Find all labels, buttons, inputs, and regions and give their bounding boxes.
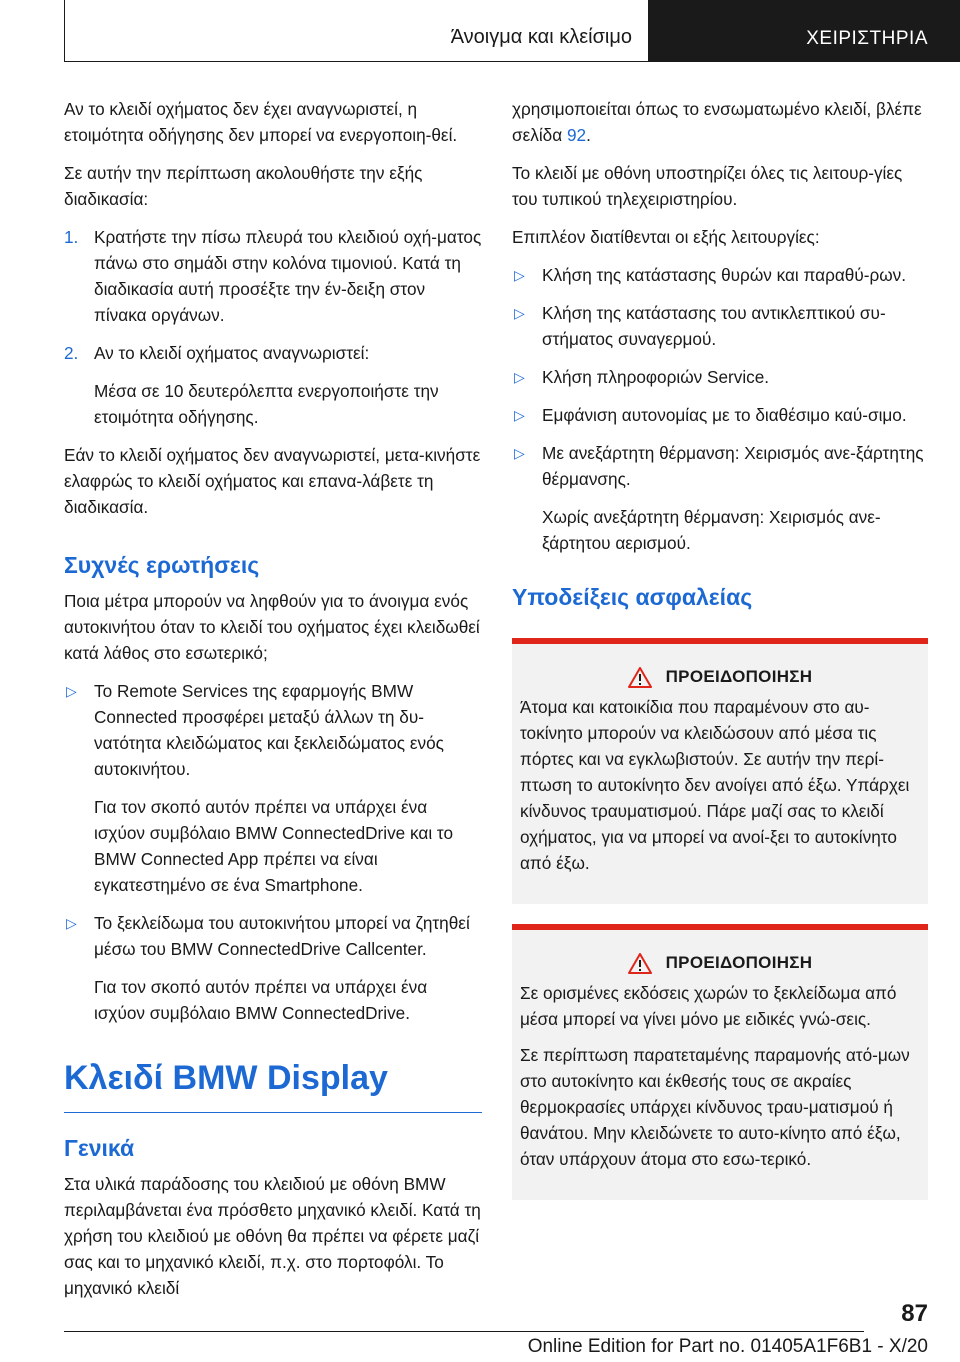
- list-item-text: Εμφάνιση αυτονομίας με το διαθέσιμο καύ-σιμο.: [542, 405, 907, 425]
- list-item-text: Κλήση της κατάστασης του αντικλεπτικού συ-στήματος συναγερμού.: [542, 303, 886, 349]
- warning-text: Άτομα και κατοικίδια που παραμένουν στο αυ-τοκίνητο μπορούν να κλειδώσουν από μέσα τις πόρτες και να εγκλωβιστούν. Σε αυτήν την περί-πτωση το αυτοκίνητο δεν ανοίγει από έξω. Υπάρχει κίνδυνος τραυματισμού. Πάρε μαζί σας το κλειδί οχήματος, για να μπορεί να ανοί-ξει το αυτοκίνητο από έξω.: [520, 697, 910, 873]
- paragraph: Σε αυτήν την περίπτωση ακολουθήστε την εξής διαδικασία:: [64, 163, 423, 209]
- paragraph-text: .: [586, 125, 591, 145]
- faq-heading: Συχνές ερωτήσεις: [64, 552, 260, 578]
- triangle-right-outline-icon: ▷: [514, 407, 525, 423]
- list-item: [512, 262, 928, 288]
- step-text: Αν το κλειδί οχήματος αναγνωριστεί:: [94, 343, 370, 363]
- right-column: [512, 96, 928, 1220]
- list-item-text: Το ξεκλείδωμα του αυτοκινήτου μπορεί να ζητηθεί μέσω του BMW ConnectedDrive Callcenter.: [94, 913, 470, 959]
- warning-text: Σε ορισμένες εκδόσεις χωρών το ξεκλείδωμα από μέσα μπορεί να γίνει μόνο με ειδικές γνώ-σεις.: [520, 983, 897, 1029]
- paragraph: Επιπλέον διατίθενται οι εξής λειτουργίες:: [512, 227, 820, 247]
- warning-label: ΠΡΟΕΙΔΟΠΟΙΗΣΗ: [665, 953, 813, 972]
- step-text: Κρατήστε την πίσω πλευρά του κλειδιού οχή-ματος πάνω στο σημάδι στην κολόνα τιμονιού. Κατά τη διαδικασία αυτή προσέξτε την έν-δειξη στον πίνακα οργάνων.: [94, 227, 482, 325]
- warning-box: [512, 924, 928, 1200]
- list-item: [64, 678, 482, 782]
- list-item-sub: Για τον σκοπό αυτόν πρέπει να υπάρχει ένα ισχύον συμβόλαιο BMW ConnectedDrive.: [94, 977, 428, 1023]
- list-item: [512, 440, 928, 492]
- general-heading: Γενικά: [64, 1135, 135, 1161]
- warning-triangle-icon: [628, 953, 652, 974]
- paragraph: Το κλειδί με οθόνη υποστηρίζει όλες τις λειτουρ-γίες του τυπικού τηλεχειριστηρίου.: [512, 163, 903, 209]
- step-sub-text: Μέσα σε 10 δευτερόλεπτα ενεργοποιήστε την ετοιμότητα οδήγησης.: [94, 381, 439, 427]
- chapter-title: ΧΕΙΡΙΣΤΗΡΙΑ: [806, 28, 928, 49]
- triangle-right-outline-icon: ▷: [66, 915, 77, 931]
- section-tab: [64, 0, 649, 62]
- warning-header: [520, 950, 920, 976]
- warning-text: Σε περίπτωση παρατεταμένης παραμονής ατό-μων στο αυτοκίνητο και έκθεσής τους σε ακραίες θερμοκρασίες υπάρχει κίνδυνος τραυ-ματισμού ή θανάτου. Μην κλειδώνετε το αυτο-κίνητο από έξω, όταν υπάρχουν άτομα στο εσω-τερικό.: [520, 1045, 910, 1169]
- triangle-right-outline-icon: ▷: [514, 369, 525, 385]
- paragraph: Εάν το κλειδί οχήματος δεν αναγνωριστεί, μετα-κινήστε ελαφρώς το κλειδί οχήματος και επανα-λάβετε τη διαδικασία.: [64, 445, 481, 517]
- step-number: 2.: [64, 343, 79, 363]
- list-item-text: Με ανεξάρτητη θέρμανση: Χειρισμός ανε-ξάρτητης θέρμανσης.: [542, 443, 924, 489]
- page-link[interactable]: 92: [566, 125, 587, 145]
- left-column: [64, 96, 482, 1313]
- numbered-step: [64, 224, 482, 328]
- triangle-right-outline-icon: ▷: [66, 683, 77, 699]
- footer-edition: Online Edition for Part no. 01405A1F6B1 - X/20: [527, 1336, 928, 1357]
- footer-divider: [64, 1331, 864, 1332]
- faq-question: Ποια μέτρα μπορούν να ληφθούν για το άνοιγμα ενός αυτοκινήτου όταν το κλειδί του οχήματος έχει κλειδωθεί κατά λάθος στο εσωτερικό;: [64, 591, 480, 663]
- list-item-sub: Χωρίς ανεξάρτητη θέρμανση: Χειρισμός ανε-ξάρτητου αερισμού.: [542, 507, 881, 553]
- warning-triangle-icon: [628, 667, 652, 688]
- warning-header: [520, 664, 920, 690]
- paragraph: Στα υλικά παράδοσης του κλειδιού με οθόνη BMW περιλαμβάνεται ένα πρόσθετο μηχανικό κλειδί. Κατά τη χρήση του κλειδιού με οθόνη θα πρέπει να φέρετε μαζί σας και το μηχανικό κλειδί, π.χ. στο πορτοφόλι. Το μηχανικό κλειδί: [64, 1174, 481, 1298]
- safety-heading: Υποδείξεις ασφαλείας: [512, 584, 753, 610]
- triangle-right-outline-icon: ▷: [514, 305, 525, 321]
- step-number: 1.: [64, 227, 79, 247]
- list-item-text: Το Remote Services της εφαρμογής BMW Connected προσφέρει μεταξύ άλλων τη δυ-νατότητα κλειδώματος και ξεκλειδώματος ενός αυτοκινήτου.: [94, 681, 444, 779]
- triangle-right-outline-icon: ▷: [514, 445, 525, 461]
- paragraph: [512, 96, 928, 148]
- main-section-heading: Κλειδί BMW Display: [64, 1058, 482, 1113]
- list-item: [64, 910, 482, 962]
- list-item: [512, 364, 928, 390]
- list-item-text: Κλήση πληροφοριών Service.: [542, 367, 770, 387]
- section-title: Άνοιγμα και κλείσιμο: [450, 26, 632, 48]
- paragraph: Αν το κλειδί οχήματος δεν έχει αναγνωριστεί, η ετοιμότητα οδήγησης δεν μπορεί να ενεργοποιη-θεί.: [64, 99, 458, 145]
- triangle-right-outline-icon: ▷: [514, 267, 525, 283]
- warning-label: ΠΡΟΕΙΔΟΠΟΙΗΣΗ: [665, 667, 813, 686]
- numbered-step: [64, 340, 482, 366]
- list-item-sub: Για τον σκοπό αυτόν πρέπει να υπάρχει ένα ισχύον συμβόλαιο BMW ConnectedDrive και το BMW Connected App πρέπει να είναι εγκατεστημένο σε ένα Smartphone.: [94, 797, 454, 895]
- list-item: [512, 402, 928, 428]
- list-item: [512, 300, 928, 352]
- list-item-text: Κλήση της κατάστασης θυρών και παραθύ-ρων.: [542, 265, 907, 285]
- warning-box: [512, 638, 928, 904]
- page-header: [64, 0, 960, 64]
- page-number: 87: [901, 1300, 928, 1327]
- paragraph-text: χρησιμοποιείται όπως το ενσωματωμένο κλειδί, βλέπε σελίδα: [512, 99, 922, 145]
- chapter-tab: [649, 0, 960, 62]
